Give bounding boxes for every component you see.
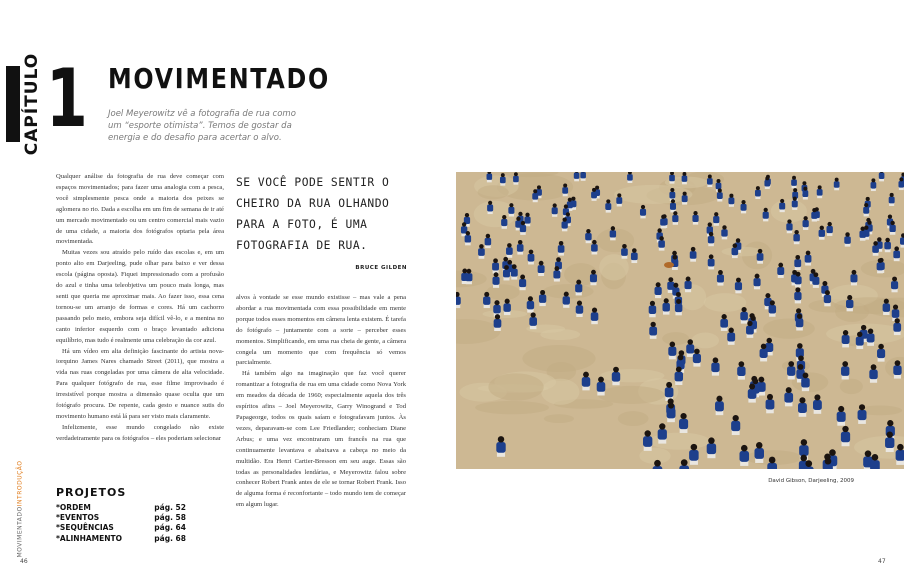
body-column-1 (56, 172, 224, 445)
body-column-2 (236, 293, 406, 511)
chapter-label: CAPÍTULO (22, 52, 42, 156)
paragraph: Qualquer análise da fotografia de rua deve começar com espaços movimentados; para fazer uma analogia com a pesca, você simplesmente pesca onde a maioria dos peixes se aglomera no rio. Dada a escolha em um fim de semana de ir até um mercado movimentado ou um centro comercial mais vazio de uma cidade, a maioria dos fotógrafos optaria pela área movimentada. (56, 173, 224, 246)
project-page: pág. 52 (154, 503, 186, 512)
running-head (15, 460, 25, 558)
pull-quote: SE VOCÊ PODE SENTIR O CHEIRO DA RUA OLHANDO PARA A FOTO, É UMA FOTOGRAFIA DE RUA. (236, 176, 390, 252)
dog-figure (664, 262, 674, 268)
project-page: pág. 58 (154, 513, 186, 523)
page-number-right: 47 (878, 558, 886, 565)
chapter-title: MOVIMENTADO (108, 62, 330, 95)
project-item-eventos[interactable] (56, 513, 186, 523)
project-item-sequencias[interactable] (56, 523, 186, 533)
project-label: *EVENTOS (56, 513, 100, 523)
photo-illustration (456, 172, 904, 469)
running-head-chapter: INTRODUÇÃO (16, 460, 24, 507)
project-page: pág. 68 (154, 533, 186, 543)
paragraph: Muitas vezes sou atraído pelo ruído das escolas e, em um ponto alto em Darjeeling, pude olhar para baixo e ver dessa escola (página oposta). Fiquei impressionado com a profusão do azul e tinha uma teleobjetiva um pouco mais longa, mas senti que queria me aproximar mais. Ao fazer isso, essa cena tornou-se um arranjo de formas e cores. Há um cachorro passando pelo meio, embora seja difícil vê-lo, e a menina no canto inferior esquerdo com o braço levantado adiciona equilíbrio, mas tudo é realmente uma celebração da cor azul. (56, 249, 224, 344)
pull-quote-author: BRUCE GILDEN (355, 265, 407, 271)
project-item-ordem[interactable] (56, 503, 186, 513)
child-figure (574, 172, 580, 181)
project-page: pág. 64 (154, 523, 186, 533)
child-figure (580, 172, 586, 181)
project-label: *SEQUÊNCIAS (56, 523, 114, 533)
running-head-section: MOVIMENTADO (16, 506, 24, 558)
projects-title: PROJETOS (56, 486, 127, 499)
chapter-number: 1 (46, 52, 88, 145)
photo-schoolchildren (456, 172, 904, 469)
chapter-subtitle: Joel Meyerowitz vê a fotografia de rua como um “esporte otimista”. Temos de gostar da energia e do desafio para acertar o alvo. (108, 109, 296, 143)
paragraph: Infelizmente, esse mundo congelado não existe verdadeiramente para os fotógrafos – eles poderiam selecionar (56, 423, 224, 442)
projects-list (56, 503, 186, 544)
page-number-left: 46 (20, 558, 28, 565)
paragraph: alvos à vontade se esse mundo existisse – mas vale a pena abordar a rua movimentada com essa possibilidade em mente porque todos esses momentos em câmera lenta existem. É tarefa do fotógrafo – juntamente com a sorte – perceber esses momentos. Simplificando, em uma rua cheia de gente, a câmera congela um momento que com frequência só vemos parcialmente. (236, 294, 406, 367)
project-item-alinhamento[interactable] (56, 534, 186, 544)
child-figure (879, 172, 885, 181)
paragraph: Há um vídeo em alta definição fascinante do artista nova-iorquino James Nares chamado Street (2011), que mostra a vida nas ruas congeladas por uma câmera de alta velocidade. Para qualquer fotógrafo de rua, esse filme improvisado é irresistível porque mostra a dimensão quase oculta que um fotógrafo procura. De repente, cada gesto e nuance sutis do movimento humano está lá para ser visto mais claramente. (56, 347, 224, 420)
photo-caption: David Gibson, Darjeeling, 2009 (768, 478, 854, 484)
paragraph: Há também algo na imaginação que faz você querer romantizar a fotografia de rua em uma cidade como Nova York em meados da década de 1960; especialmente aquela dos três espíritos afins – Joel Meyerowitz, Garry Winogrand e Tod Papageorge, todos os quais saíam e fotografavam juntos. Às vezes, deparavam-se com Lee Friedlander; conheciam Diane Arbus; e uma vez encontraram um francês na rua que continuamente levantava e abaixava a cabeça no meio da multidão. Era Henri Cartier-Bresson em seu auge. Essas são todas as personalidades lendárias, e Meyerowitz falou sobre conhecer Robert Frank antes de ele se tornar Robert Frank. Isso de alguma forma é reconfortante – todo mundo tem de começar em algum lugar. (236, 370, 406, 509)
chapter-bar (6, 66, 20, 142)
project-label: *ALINHAMENTO (56, 533, 123, 543)
project-label: *ORDEM (56, 503, 91, 512)
